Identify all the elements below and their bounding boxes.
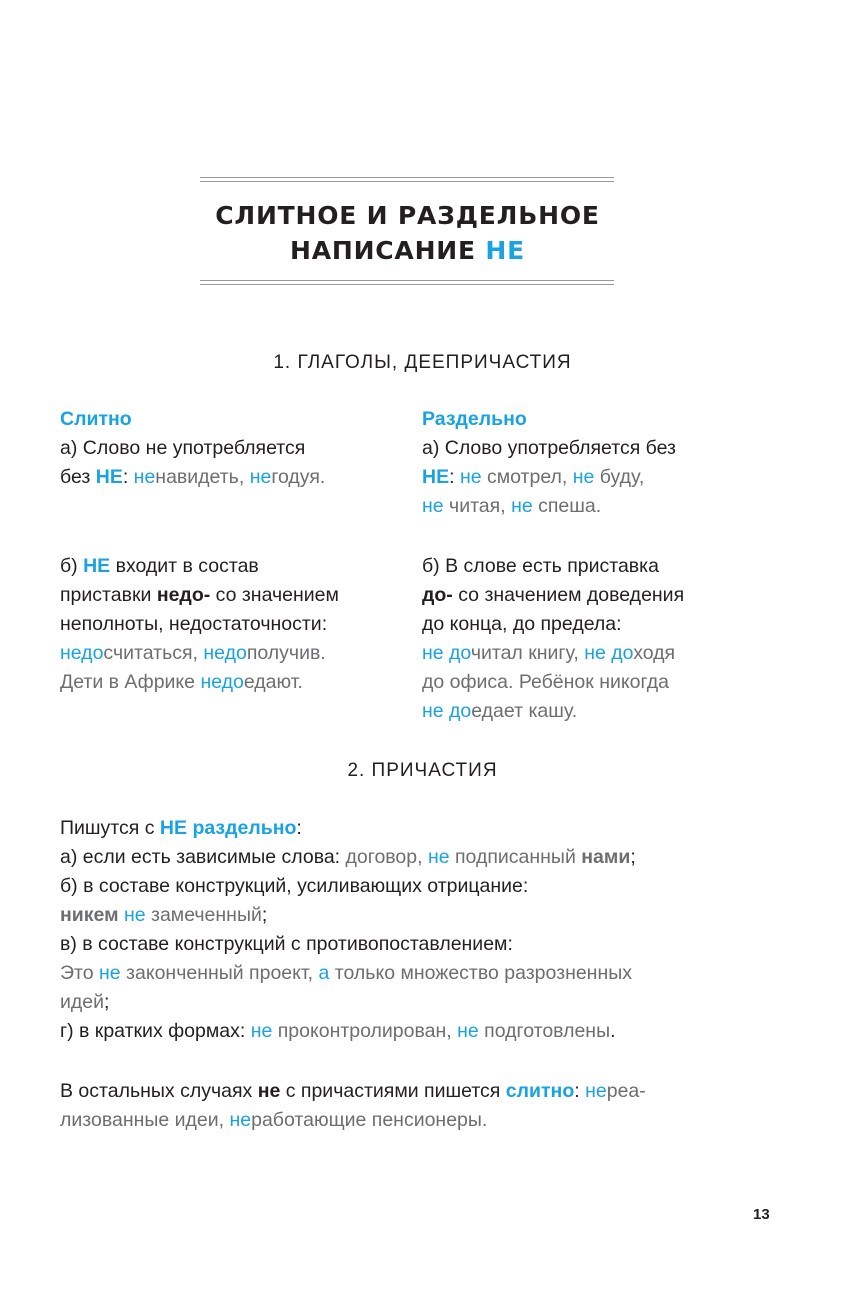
page-title	[150, 198, 665, 268]
rule-b-together: б) НЕ входит в состав приставки недо- со значением неполноты, недостаточности: недосчитаться, недополучив. Дети в Африке недоедают.	[60, 555, 339, 693]
participles-intro: Пишутся с НЕ раздельно:	[60, 817, 302, 839]
title-rule-top	[200, 177, 614, 185]
title-line-2: НАПИСАНИЕ НЕ	[289, 236, 526, 265]
participles-together-rule: В остальных случаях не с причастиями пишется слитно: нереа- лизованные идеи, неработающие пенсионеры.	[60, 1080, 646, 1131]
rule-a-together: а) Слово не употребляется	[60, 437, 306, 459]
page-number: 13	[753, 1206, 770, 1223]
title-rule-bottom	[200, 280, 614, 288]
column-heading-separate: Раздельно	[422, 408, 527, 430]
section-heading-participles: 2. ПРИЧАСТИЯ	[347, 760, 498, 781]
section-heading-verbs: 1. ГЛАГОЛЫ, ДЕЕПРИЧАСТИЯ	[273, 352, 572, 373]
participles-rule-d: г) в кратких формах: не проконтролирован, не подготовлены.	[60, 1020, 616, 1042]
column-together: Слитно а) Слово не употребляется без НЕ: ненавидеть, негодуя.	[60, 405, 420, 492]
participles-rule-b: б) в составе конструкций, усиливающих отрицание:	[60, 875, 529, 897]
column-separate: Раздельно а) Слово употребляется без НЕ: не смотрел, не буду, не читая, не спеша.	[422, 405, 782, 521]
title-highlight: НЕ	[485, 236, 526, 265]
column-heading-together: Слитно	[60, 408, 132, 430]
participles-rule-a: а) если есть зависимые слова: договор, не подписанный нами;	[60, 846, 636, 868]
participles-rule-c: в) в составе конструкций с противопоставлением:	[60, 933, 513, 955]
title-line-1: СЛИТНОЕ И РАЗДЕЛЬНОЕ	[215, 201, 600, 230]
participles-rules: Пишутся с НЕ раздельно: а) если есть зависимые слова: договор, не подписанный нами; б) в составе конструкций, усиливающих отрицание: никем не замеченный; в) в составе конструкций с противопоставлением: Это не законченный проект, а только множество разрозненных идей; г) в кратких формах: не проконтролирован, не подготовлены.	[60, 814, 780, 1046]
rule-b-separate: б) В слове есть приставка до- со значением доведения до конца, до предела: не дочитал книгу, не доходя до офиса. Ребёнок никогда не доедает кашу.	[422, 555, 685, 722]
